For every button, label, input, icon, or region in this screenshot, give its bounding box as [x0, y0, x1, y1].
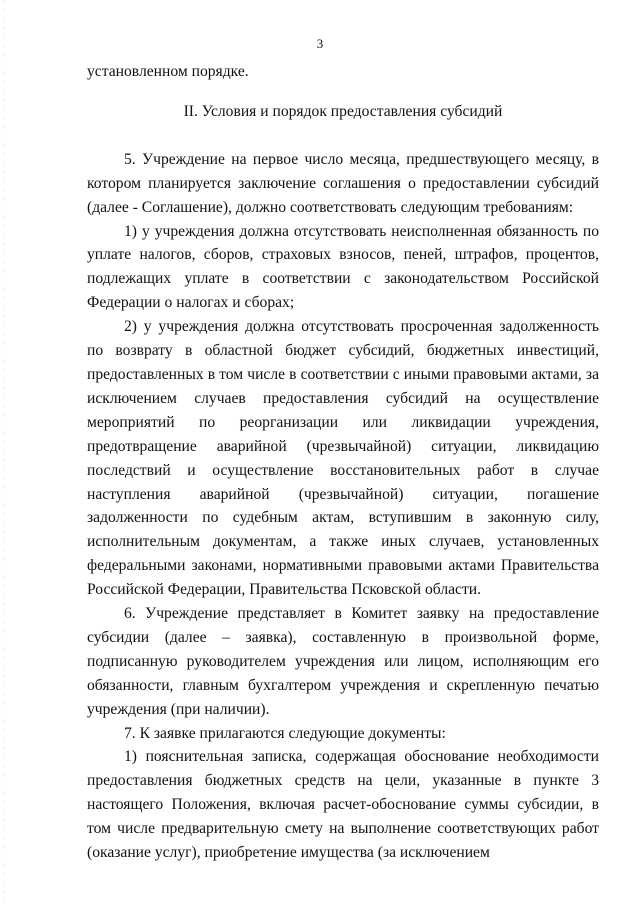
paragraph-subitem-7-1: 1) пояснительная записка, содержащая обоснование необходимости предоставления бюджетных средств на цели, указанные в пункте 3 настоящего Положения, включая расчет-обоснование суммы субсидии, в том числе предварительную смету на выполнение соответствующих работ (оказание услуг), приобретение имущества (за исключением [87, 748, 599, 862]
paragraph-item-5: 5. Учреждение на первое число месяца, предшествующего месяцу, в котором планируется заключение соглашения о предоставлении субсидий (далее - Соглашение), должно соответствовать следующим требованиям: [87, 150, 599, 216]
scan-edge-artifact [3, 0, 4, 905]
section-heading: II. Условия и порядок предоставления субсидий [183, 102, 503, 120]
paragraph-item-6: 6. Учреждение представляет в Комитет заявку на предоставление субсидии (далее – заявка), составленную в произвольной форме, подписанную руководителем учреждения или лицом, исполняющим его обязанности, главным бухгалтером учреждения и скрепленную печатью учреждения (при наличии). [87, 605, 599, 718]
continuation-paragraph: установленном порядке. [87, 63, 249, 80]
paragraph-subitem-5-1: 1) у учреждения должна отсутствовать неисполненная обязанность по уплате налогов, сборов, страховых взносов, пеней, штрафов, процентов, подлежащих уплате в соответствии с законодательством Российской Федерации о налогах и сборах; [87, 222, 599, 312]
page-number: 3 [316, 36, 324, 51]
document-body [87, 60, 599, 865]
paragraph-subitem-5-2: 2) у учреждения должна отсутствовать просроченная задолженность по возврату в областной бюджет субсидий, бюджетных инвестиций, предоставленных в том числе в соответствии с иными правовыми актами, за исключением случаев предоставления субсидий на осуществление мероприятий по реорганизации или ликвидации учреждения, предотвращение аварийной (чрезвычайной) ситуации, ликвидацию последствий и осуществление восстановительных работ в случае наступления аварийной (чрезвычайной) ситуации, погашение задолженности по судебным актам, вступившим в законную силу, исполнительным документам, а также иных случаев, установленных федеральными законами, нормативными правовыми актами Правительства Российской Федерации, Правительства Псковской области. [87, 318, 599, 599]
paragraph-item-7: 7. К заявке прилагаются следующие документы: [124, 724, 446, 742]
